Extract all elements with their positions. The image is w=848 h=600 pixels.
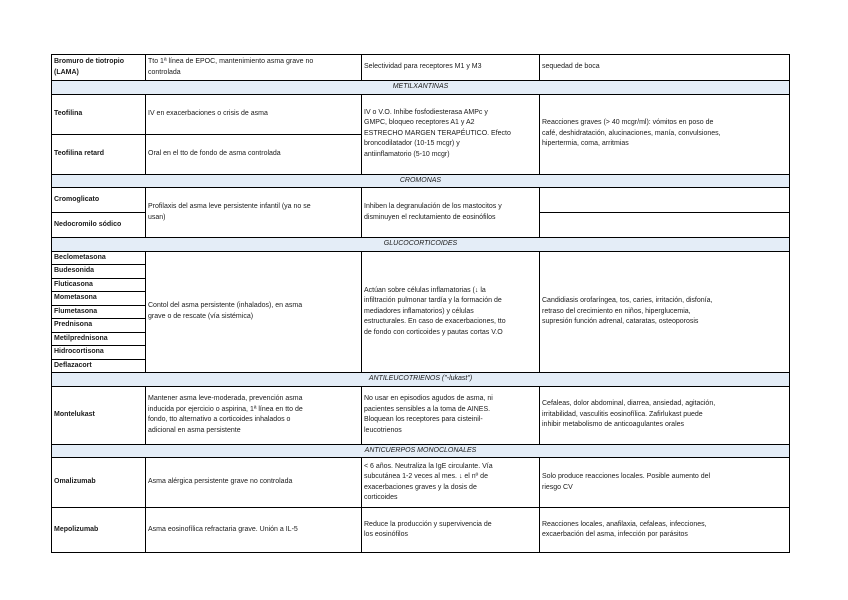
drug-name-deflazacort: Deflazacort: [52, 359, 146, 373]
adverse-cell: Solo produce reacciones locales. Posible aumento del riesgo CV: [540, 458, 790, 508]
table-row: [52, 458, 790, 508]
drug-name-montelukast: Montelukast: [52, 386, 146, 444]
section-header-cromonas: CROMONAS: [52, 174, 790, 188]
indication-cell: Oral en el tto de fondo de asma controlada: [146, 134, 362, 174]
drug-name-prednisona: Prednisona: [52, 319, 146, 333]
drug-name-flumetasona: Flumetasona: [52, 305, 146, 319]
drug-name-tiotropio: Bromuro de tiotropio (LAMA): [52, 55, 146, 81]
mechanism-cell: < 6 años. Neutraliza la IgE circulante. Vía subcutánea 1-2 veces al mes. ↓ el nº de exacerbaciones graves y la dosis de corticoides: [362, 458, 540, 508]
table-row: [52, 508, 790, 553]
drug-name-budesonida: Budesonida: [52, 265, 146, 279]
section-header-metilxantinas: METILXANTINAS: [52, 81, 790, 95]
drug-name-omalizumab: Omalizumab: [52, 458, 146, 508]
adverse-cell: Reacciones graves (> 40 mcgr/ml): vómitos en poso de café, deshidratación, alucinaciones, manía, convulsiones, hipertermia, coma, arritmias: [540, 94, 790, 174]
table-row: [52, 55, 790, 81]
section-header-row: [52, 81, 790, 95]
table-row: [52, 188, 790, 213]
drug-name-mepolizumab: Mepolizumab: [52, 508, 146, 553]
indication-cell: Tto 1ª línea de EPOC, mantenimiento asma grave no controlada: [146, 55, 362, 81]
section-header-row: [52, 238, 790, 252]
section-header-row: [52, 373, 790, 387]
adverse-cell: Cefaleas, dolor abdominal, diarrea, ansiedad, agitación, irritabilidad, vasculitis eosinofílica. Zafirlukast puede inhibir metabolismo de anticoagulantes orales: [540, 386, 790, 444]
section-header-row: [52, 444, 790, 458]
indication-cell: Contol del asma persistente (inhalados), en asma grave o de rescate (vía sistémica): [146, 251, 362, 373]
table-row: [52, 251, 790, 265]
section-header-anticuerpos: ANTICUERPOS MONOCLONALES: [52, 444, 790, 458]
mechanism-cell: No usar en episodios agudos de asma, ni pacientes sensibles a la toma de AINES. Bloquean los receptores para cisteinil- leucotrienos: [362, 386, 540, 444]
drug-name-metilprednisona: Metilprednisona: [52, 332, 146, 346]
indication-cell: Profilaxis del asma leve persistente infantil (ya no se usan): [146, 188, 362, 238]
drug-name-hidrocortisona: Hidrocortisona: [52, 346, 146, 360]
indication-cell: IV en exacerbaciones o crisis de asma: [146, 94, 362, 134]
adverse-cell: Candidiasis orofaríngea, tos, caries, irritación, disfonía, retraso del crecimiento en niños, hiperglucemia, supresión función adrenal, cataratas, osteoporosis: [540, 251, 790, 373]
drug-name-beclometasona: Beclometasona: [52, 251, 146, 265]
drug-name-teofilina-retard: Teofilina retard: [52, 134, 146, 174]
table-row: [52, 94, 790, 134]
indication-cell: Mantener asma leve-moderada, prevención asma inducida por ejercicio o aspirina, 1ª línea en tto de fondo, tto alternativo a corticoides inhalados o adicional en asma persistente: [146, 386, 362, 444]
mechanism-cell: IV o V.O. Inhibe fosfodiesterasa AMPc y GMPC, bloqueo receptores A1 y A2 ESTRECHO MARGEN TERAPÉUTICO. Efecto broncodilatador (10-15 mcgr) y antiinflamatorio (5-10 mcgr): [362, 94, 540, 174]
drug-name-fluticasona: Fluticasona: [52, 278, 146, 292]
section-header-antileucotrienos: ANTILEUCOTRIENOS ("-lukast"): [52, 373, 790, 387]
indication-cell: Asma alérgica persistente grave no controlada: [146, 458, 362, 508]
drug-name-mometasona: Mometasona: [52, 292, 146, 306]
drug-table: [51, 54, 790, 553]
mechanism-cell: Actúan sobre células inflamatorias (↓ la infiltración pulmonar tardía y la formación de mediadores inflamatorios) y células estructurales. En caso de exacerbaciones, tto de fondo con corticoides y pautas cortas V.O: [362, 251, 540, 373]
section-header-row: [52, 174, 790, 188]
adverse-cell: Reacciones locales, anafilaxia, cefaleas, infecciones, excaerbación del asma, infección por parásitos: [540, 508, 790, 553]
adverse-cell: [540, 188, 790, 213]
drug-name-nedocromilo: Nedocromilo sódico: [52, 213, 146, 238]
mechanism-cell: Reduce la producción y supervivencia de los eosinófilos: [362, 508, 540, 553]
adverse-cell: [540, 213, 790, 238]
table-row: [52, 386, 790, 444]
mechanism-cell: Selectividad para receptores M1 y M3: [362, 55, 540, 81]
mechanism-cell: Inhiben la degranulación de los mastocitos y disminuyen el reclutamiento de eosinófilos: [362, 188, 540, 238]
indication-cell: Asma eosinofílica refractaria grave. Unión a IL-5: [146, 508, 362, 553]
drug-name-teofilina: Teofilina: [52, 94, 146, 134]
drug-name-cromoglicato: Cromoglicato: [52, 188, 146, 213]
adverse-cell: sequedad de boca: [540, 55, 790, 81]
section-header-glucocorticoides: GLUCOCORTICOIDES: [52, 238, 790, 252]
